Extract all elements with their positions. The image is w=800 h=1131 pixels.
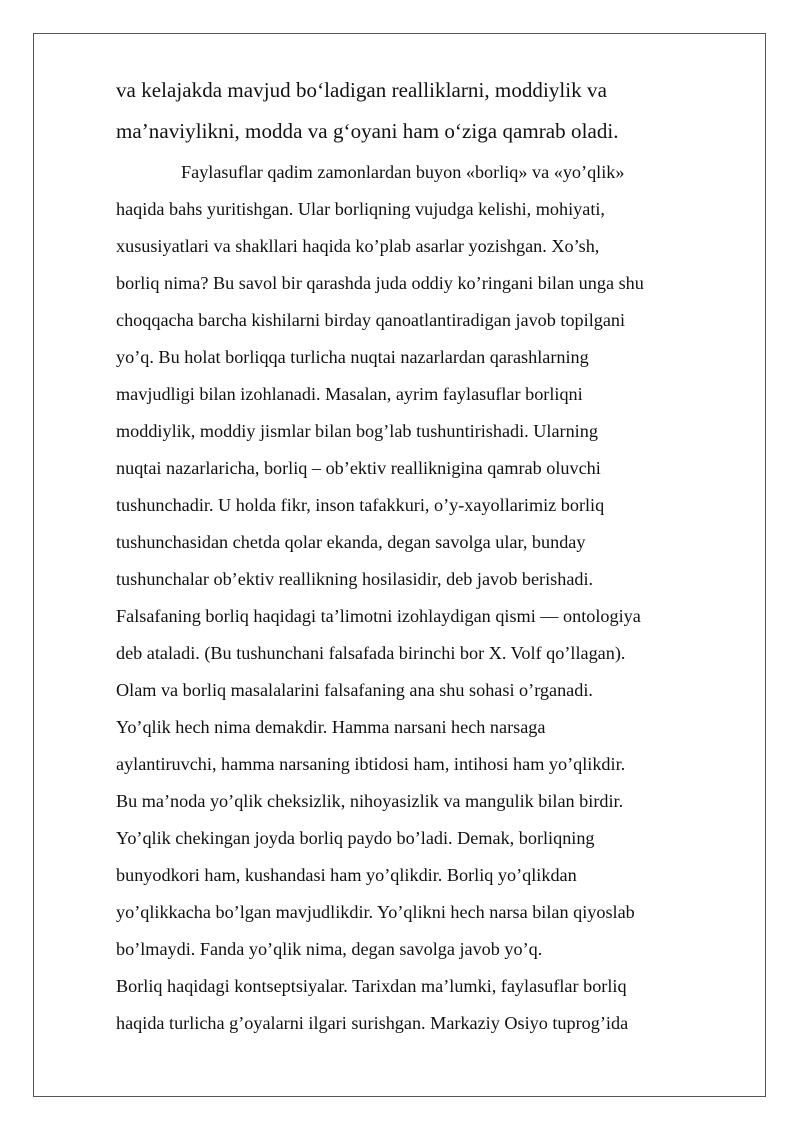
paragraph-line: Olam va borliq masalalarini falsafaning ana shu sohasi o’rganadi.	[116, 680, 593, 700]
paragraph-line: tushunchalar ob’ektiv reallikning hosilasidir, deb javob berishadi.	[116, 569, 594, 589]
paragraph-line: yo’qlikkacha bo’lgan mavjudlikdir. Yo’qlikni hech narsa bilan qiyoslab	[116, 902, 635, 922]
paragraph-line: Falsafaning borliq haqidagi ta’limotni izohlaydigan qismi — ontologiya	[116, 606, 641, 626]
page-border	[33, 33, 766, 1097]
paragraph-line: haqida turlicha g’oyalarni ilgari surishgan. Markaziy Osiyo tuprog’ida	[116, 1013, 629, 1033]
paragraph-line: Borliq haqidagi kontseptsiyalar. Tarixdan ma’lumki, faylasuflar borliq	[116, 976, 627, 996]
intro-text-line: ma’naviylikni, modda va g‘oyani ham o‘ziga qamrab oladi.	[116, 119, 619, 143]
paragraph-line: deb ataladi. (Bu tushunchani falsafada birinchi bor X. Volf qo’llagan).	[116, 643, 626, 663]
paragraph-line: nuqtai nazarlaricha, borliq – ob’ektiv reallikniginа qamrab oluvchi	[116, 458, 601, 478]
paragraph-line: tushunchasidan chetda qolar ekanda, degan savolga ular, bunday	[116, 532, 586, 552]
paragraph-line: choqqacha barcha kishilarni birday qanoatlantiradigan javob topilgani	[116, 310, 626, 330]
paragraph-line: haqida bahs yuritishgan. Ular borliqning vujudga kelishi, mohiyati,	[116, 199, 605, 219]
paragraph-line: tushunchadir. U holda fikr, inson tafakkuri, o’y-xayollarimiz borliq	[116, 495, 605, 515]
paragraph-line: Faylasuflar qadim zamonlardan buyon «borliq» va «yo’qlik»	[181, 162, 625, 182]
intro-text-line: va kelajakda mavjud bo‘ladigan realliklarni, moddiylik va	[116, 78, 607, 102]
paragraph-line: mavjudligi bilan izohlanadi. Masalan, ayrim faylasuflar borliqni	[116, 384, 583, 404]
paragraph-line: moddiylik, moddiy jismlar bilan bog’lab tushuntirishadi. Ularning	[116, 421, 598, 441]
paragraph-line: yo’q. Bu holat borliqqa turlicha nuqtai nazarlardan qarashlarning	[116, 347, 589, 367]
paragraph-line: Yo’qlik chekingan joyda borliq paydo bo’ladi. Demak, borliqning	[116, 828, 595, 848]
paragraph-line: xususiyatlari va shakllari haqida ko’plab asarlar yozishgan. Xo’sh,	[116, 236, 600, 256]
paragraph-line: aylantiruvchi, hamma narsaning ibtidosi ham, intihosi ham yo’qlikdir.	[116, 754, 626, 774]
paragraph-line: borliq nima? Bu savol bir qarashda juda oddiy ko’ringani bilan unga shu	[116, 273, 644, 293]
paragraph-line: bunyodkori ham, kushandasi ham yo’qlikdir. Borliq yo’qlikdan	[116, 865, 577, 885]
paragraph-line: Bu ma’noda yo’qlik cheksizlik, nihoyasizlik va mangulik bilan birdir.	[116, 791, 624, 811]
paragraph-line: bo’lmaydi. Fanda yo’qlik nima, degan savolga javob yo’q.	[116, 939, 543, 959]
paragraph-line: Yo’qlik hech nima demakdir. Hamma narsani hech narsaga	[116, 717, 546, 737]
